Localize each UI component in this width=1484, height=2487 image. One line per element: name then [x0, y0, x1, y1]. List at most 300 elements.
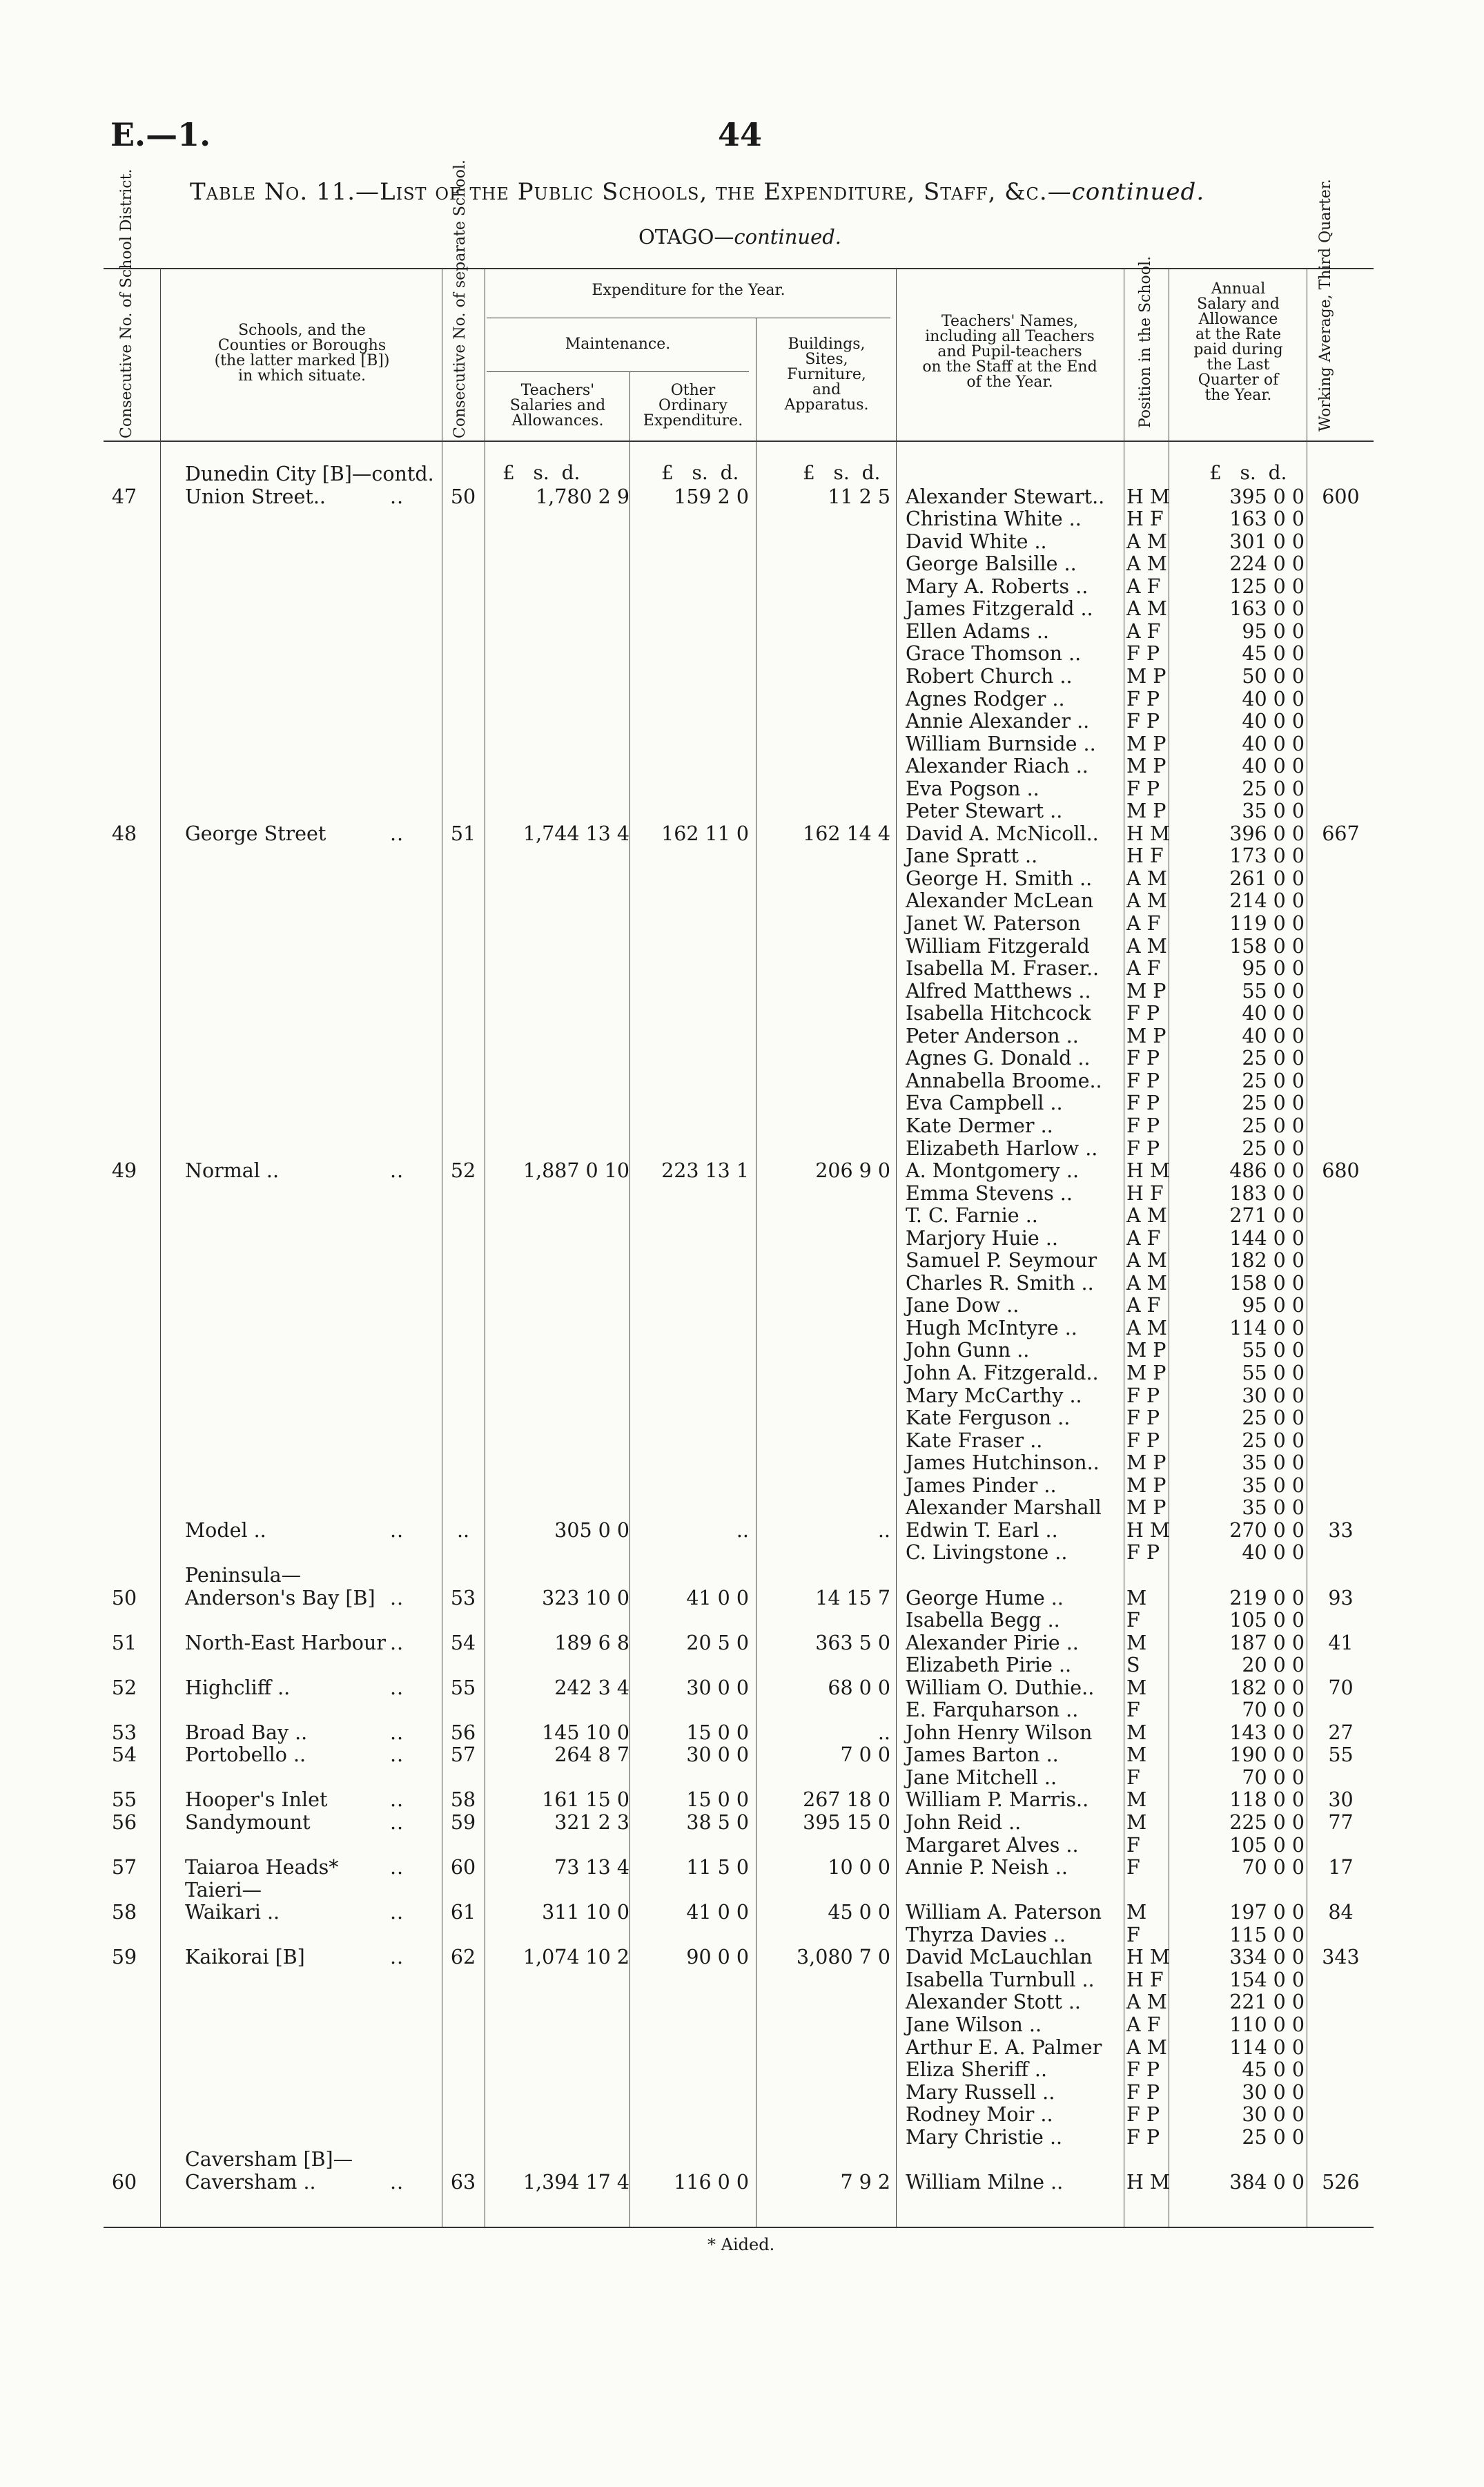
cell-name: Normal ..	[185, 1159, 280, 1183]
table-row	[0, 1991, 1484, 2013]
cell-bld: 162 14 4	[803, 822, 890, 845]
cell-pos: M P	[1126, 664, 1166, 688]
table-row	[0, 1856, 1484, 1879]
cell-name: George Street	[185, 822, 326, 845]
cell-name: Taiaroa Heads*	[185, 1856, 339, 1879]
cell-ann: 40 0 0	[1242, 1024, 1305, 1047]
cell-num: 53	[111, 1721, 137, 1744]
cell-sal: 1,074 10 2	[523, 1946, 629, 1969]
cell-ann: 25 0 0	[1242, 1114, 1305, 1137]
cell-oth: 38 5 0	[686, 1811, 749, 1834]
cell-ann: 25 0 0	[1242, 1092, 1305, 1115]
cell-ann: 158 0 0	[1229, 934, 1305, 958]
region-name: OTAGO—	[638, 225, 734, 249]
table-row	[0, 1204, 1484, 1227]
cell-teacher: Kate Fraser ..	[906, 1429, 1043, 1452]
cell-teacher: Eva Pogson ..	[906, 777, 1039, 800]
cell-pos: H F	[1126, 844, 1164, 868]
cell-pos: A F	[1126, 574, 1161, 598]
table-row	[0, 485, 1484, 508]
cell-bld: 267 18 0	[803, 1788, 890, 1812]
col-header-school: Schools, and the Counties or Boroughs (the latter marked [B]) in which situate.	[214, 322, 390, 385]
cell-teacher: David White ..	[906, 530, 1047, 553]
table-row	[0, 1182, 1484, 1205]
table-row	[0, 463, 1484, 485]
cell-ann: 40 0 0	[1242, 1002, 1305, 1025]
table-row	[0, 1317, 1484, 1339]
cell-pos: M	[1126, 1676, 1147, 1699]
cell-lead: ..	[390, 1518, 404, 1542]
cell-sch: 62	[450, 1946, 476, 1969]
cell-lead: ..	[390, 485, 404, 508]
cell-pos: A M	[1126, 867, 1167, 890]
table-row	[0, 552, 1484, 575]
cell-oth: ..	[736, 1518, 749, 1542]
cell-pos: F P	[1126, 1047, 1160, 1070]
cell-pos: H M	[1126, 1518, 1171, 1542]
cell-pos: M	[1126, 1743, 1147, 1767]
cell-name: Taieri—	[185, 1878, 262, 1901]
cell-ann: 30 0 0	[1242, 2103, 1305, 2127]
table-row	[0, 1721, 1484, 1744]
table-row	[0, 597, 1484, 620]
cell-teacher: Isabella Begg ..	[906, 1609, 1060, 1632]
cell-avg: 84	[1328, 1901, 1354, 1924]
cell-sal: 311 10 0	[542, 1901, 629, 1924]
cell-teacher: Jane Spratt ..	[906, 844, 1038, 868]
table-row	[0, 1766, 1484, 1789]
cell-teacher: Hugh McIntyre ..	[906, 1316, 1077, 1339]
cell-name: Union Street..	[185, 485, 326, 508]
cell-teacher: George Hume ..	[906, 1586, 1064, 1609]
table-row	[0, 1294, 1484, 1317]
table-row	[0, 957, 1484, 980]
col-header-maintenance: Maintenance.	[565, 336, 671, 353]
cell-pos: F P	[1126, 1384, 1160, 1407]
cell-pos: H F	[1126, 1968, 1164, 1991]
table-row	[0, 642, 1484, 665]
cell-teacher: Christina White ..	[906, 507, 1082, 531]
table-row	[0, 1451, 1484, 1474]
cell-sch: 51	[450, 822, 476, 845]
col-header-other: Other Ordinary Expenditure.	[643, 382, 743, 429]
cell-ann: 30 0 0	[1242, 2080, 1305, 2104]
cell-sal: 242 3 4	[554, 1676, 629, 1699]
cell-sal: 305 0 0	[554, 1518, 629, 1542]
cell-teacher: Mary McCarthy ..	[906, 1384, 1082, 1407]
cell-ann: 95 0 0	[1242, 957, 1305, 980]
cell-pos: F P	[1126, 777, 1160, 800]
cell-ann: 271 0 0	[1229, 1204, 1305, 1228]
cell-sch: 63	[450, 2170, 476, 2194]
cell-sch: 59	[450, 1811, 476, 1834]
cell-teacher: John Gunn ..	[906, 1339, 1030, 1362]
cell-pos: F	[1126, 1765, 1140, 1789]
table-row	[0, 1811, 1484, 1834]
table-row	[0, 777, 1484, 800]
cell-teacher: John Reid ..	[906, 1811, 1022, 1834]
cell-ann: 173 0 0	[1229, 844, 1305, 868]
cell-pos: M	[1126, 1811, 1147, 1834]
cell-bld: ..	[877, 1518, 890, 1542]
cell-ann: 25 0 0	[1242, 777, 1305, 800]
cell-ann: 20 0 0	[1242, 1654, 1305, 1677]
cell-ann: 395 0 0	[1229, 485, 1305, 508]
cell-ann: 110 0 0	[1229, 2013, 1305, 2036]
cell-pos: M P	[1126, 1473, 1166, 1497]
cell-ann: 270 0 0	[1229, 1518, 1305, 1542]
cell-teacher: Marjory Huie ..	[906, 1226, 1058, 1250]
cell-avg: 27	[1328, 1721, 1354, 1744]
cell-ann: 486 0 0	[1229, 1159, 1305, 1183]
table-row	[0, 980, 1484, 1003]
table-row	[0, 1362, 1484, 1384]
cell-teacher: William Milne ..	[906, 2170, 1064, 2194]
cell-num: 47	[111, 485, 137, 508]
cell-pos: A F	[1126, 912, 1161, 935]
cell-ann: 95 0 0	[1242, 1294, 1305, 1317]
cell-oth: 15 0 0	[686, 1721, 749, 1744]
cell-pos: A F	[1126, 1226, 1161, 1250]
cell-teacher: Eliza Sheriff ..	[906, 2058, 1048, 2082]
table-row	[0, 1047, 1484, 1070]
cell-pos: M P	[1126, 1024, 1166, 1047]
cell-pos: F	[1126, 1609, 1140, 1632]
table-row	[0, 575, 1484, 598]
cell-lead: ..	[390, 1676, 404, 1699]
cell-num: 55	[111, 1788, 137, 1812]
cell-teacher: Alfred Matthews ..	[906, 979, 1091, 1003]
table-row	[0, 1025, 1484, 1047]
cell-teacher: William Burnside ..	[906, 732, 1096, 755]
cell-sch: 58	[450, 1788, 476, 1812]
unit-label-other: £ s. d.	[661, 461, 739, 484]
cell-ann: 396 0 0	[1229, 822, 1305, 845]
cell-pos: H M	[1126, 822, 1171, 845]
table-title-prefix: Table No. 11.—	[190, 178, 380, 206]
table-row	[0, 1879, 1484, 1901]
cell-teacher: E. Farquharson ..	[906, 1699, 1079, 1722]
cell-pos: F P	[1126, 1406, 1160, 1430]
cell-bld: 45 0 0	[828, 1901, 890, 1924]
cell-ann: 40 0 0	[1242, 732, 1305, 755]
cell-teacher: Annabella Broome..	[906, 1069, 1102, 1092]
table-row	[0, 1946, 1484, 1968]
unit-label-salaries: £ s. d.	[502, 461, 580, 484]
table-row	[0, 1788, 1484, 1811]
cell-pos: M P	[1126, 800, 1166, 823]
cell-oth: 159 2 0	[674, 485, 749, 508]
cell-teacher: Alexander Riach ..	[906, 755, 1088, 778]
cell-ann: 224 0 0	[1229, 552, 1305, 576]
cell-ann: 70 0 0	[1242, 1699, 1305, 1722]
cell-teacher: Agnes G. Donald ..	[906, 1047, 1091, 1070]
cell-ann: 221 0 0	[1229, 1991, 1305, 2014]
cell-ann: 40 0 0	[1242, 687, 1305, 710]
cell-teacher: Thyrza Davies ..	[906, 1923, 1066, 1946]
cell-bld: 14 15 7	[815, 1586, 890, 1609]
cell-teacher: Mary Russell ..	[906, 2080, 1055, 2104]
cell-avg: 70	[1328, 1676, 1354, 1699]
cell-ann: 70 0 0	[1242, 1765, 1305, 1789]
cell-pos: A M	[1126, 2035, 1167, 2059]
cell-teacher: Robert Church ..	[906, 664, 1073, 688]
table-row	[0, 822, 1484, 845]
cell-ann: 143 0 0	[1229, 1721, 1305, 1744]
cell-ann: 40 0 0	[1242, 1541, 1305, 1565]
cell-teacher: Ellen Adams ..	[906, 619, 1049, 643]
cell-pos: S	[1126, 1654, 1140, 1677]
table-row	[0, 844, 1484, 867]
cell-teacher: Kate Ferguson ..	[906, 1406, 1071, 1430]
cell-sch: 53	[450, 1586, 476, 1609]
cell-teacher: James Hutchinson..	[906, 1451, 1100, 1475]
cell-teacher: Rodney Moir ..	[906, 2103, 1053, 2127]
table-row	[0, 1587, 1484, 1609]
table-row	[0, 1429, 1484, 1452]
cell-ann: 190 0 0	[1229, 1743, 1305, 1767]
cell-lead: ..	[390, 1946, 404, 1969]
cell-teacher: Alexander Stewart..	[906, 485, 1105, 508]
cell-pos: H M	[1126, 1946, 1171, 1969]
cell-ann: 183 0 0	[1229, 1181, 1305, 1205]
cell-avg: 667	[1322, 822, 1360, 845]
cell-ann: 105 0 0	[1229, 1609, 1305, 1632]
cell-pos: M	[1126, 1631, 1147, 1654]
table-row	[0, 1002, 1484, 1025]
cell-name: Portobello ..	[185, 1743, 306, 1767]
cell-ann: 35 0 0	[1242, 1451, 1305, 1475]
cell-name: Waikari ..	[185, 1901, 280, 1924]
cell-ann: 25 0 0	[1242, 1047, 1305, 1070]
cell-lead: ..	[390, 1159, 404, 1183]
cell-teacher: James Fitzgerald ..	[906, 597, 1093, 621]
cell-ann: 105 0 0	[1229, 1833, 1305, 1857]
cell-ann: 119 0 0	[1229, 912, 1305, 935]
cell-ann: 35 0 0	[1242, 1473, 1305, 1497]
table-row	[0, 1339, 1484, 1362]
table-row	[0, 912, 1484, 935]
cell-pos: F P	[1126, 687, 1160, 710]
table-row	[0, 1406, 1484, 1429]
cell-teacher: Janet W. Paterson	[906, 912, 1081, 935]
cell-lead: ..	[390, 2170, 404, 2194]
table-row	[0, 1924, 1484, 1946]
cell-oth: 41 0 0	[686, 1901, 749, 1924]
cell-ann: 25 0 0	[1242, 1069, 1305, 1092]
cell-pos: M P	[1126, 755, 1166, 778]
table-row	[0, 733, 1484, 755]
cell-pos: A M	[1126, 889, 1167, 913]
cell-pos: F P	[1126, 2125, 1160, 2149]
cell-ann: 334 0 0	[1229, 1946, 1305, 1969]
cell-name: Model ..	[185, 1518, 266, 1542]
cell-teacher: Jane Wilson ..	[906, 2013, 1042, 2036]
table-row	[0, 1092, 1484, 1114]
cell-teacher: Isabella Turnbull ..	[906, 1968, 1095, 1991]
cell-pos: F	[1126, 1923, 1140, 1946]
cell-bld: 68 0 0	[828, 1676, 890, 1699]
cell-ann: 219 0 0	[1229, 1586, 1305, 1609]
table-row	[0, 1474, 1484, 1497]
cell-ann: 25 0 0	[1242, 1406, 1305, 1430]
table-title-main: List of the Public Schools, the Expenditure, Staff, &c.	[380, 178, 1048, 206]
cell-ann: 225 0 0	[1229, 1811, 1305, 1834]
unit-label-buildings: £ s. d.	[803, 461, 881, 484]
cell-teacher: T. C. Farnie ..	[906, 1204, 1038, 1228]
cell-pos: H M	[1126, 1159, 1171, 1183]
cell-ann: 144 0 0	[1229, 1226, 1305, 1250]
cell-teacher: A. Montgomery ..	[906, 1159, 1080, 1183]
cell-ann: 30 0 0	[1242, 1384, 1305, 1407]
table-row	[0, 530, 1484, 553]
cell-pos: A F	[1126, 2013, 1161, 2036]
cell-ann: 35 0 0	[1242, 1496, 1305, 1520]
cell-teacher: Jane Mitchell ..	[906, 1765, 1057, 1789]
cell-pos: A M	[1126, 934, 1167, 958]
cell-teacher: Emma Stevens ..	[906, 1181, 1073, 1205]
cell-pos: F P	[1126, 1069, 1160, 1092]
cell-pos: F P	[1126, 1136, 1160, 1160]
cell-sal: 1,394 17 4	[523, 2170, 629, 2194]
table-row	[0, 2171, 1484, 2194]
cell-name: Peninsula—	[185, 1563, 302, 1587]
table-row	[0, 1227, 1484, 1250]
cell-oth: 41 0 0	[686, 1586, 749, 1609]
cell-teacher: Eva Campbell ..	[906, 1092, 1063, 1115]
cell-ann: 182 0 0	[1229, 1676, 1305, 1699]
cell-ann: 118 0 0	[1229, 1788, 1305, 1812]
cell-lead: ..	[390, 1586, 404, 1609]
table-row	[0, 2103, 1484, 2126]
cell-pos: H F	[1126, 507, 1164, 531]
cell-pos: M	[1126, 1901, 1147, 1924]
cell-teacher: David A. McNicoll..	[906, 822, 1099, 845]
cell-sal: 161 15 0	[542, 1788, 629, 1812]
col-header-buildings: Buildings, Sites, Furniture, and Apparatus.	[784, 336, 869, 414]
cell-sch: 55	[450, 1676, 476, 1699]
cell-ann: 115 0 0	[1229, 1923, 1305, 1946]
cell-teacher: Alexander Stott ..	[906, 1991, 1081, 2014]
col-header-school-no: Consecutive No. of separate School.	[451, 159, 469, 438]
cell-name: Kaikorai [B]	[185, 1946, 305, 1969]
cell-pos: F P	[1126, 710, 1160, 733]
cell-pos: H F	[1126, 1181, 1164, 1205]
cell-avg: 600	[1322, 485, 1360, 508]
col-header-annual: Annual Salary and Allowance at the Rate paid during the Last Quarter of the Year.	[1193, 280, 1283, 404]
region-suffix: continued.	[734, 225, 842, 249]
cell-ann: 40 0 0	[1242, 755, 1305, 778]
cell-teacher: William A. Paterson	[906, 1901, 1102, 1924]
cell-ann: 50 0 0	[1242, 664, 1305, 688]
cell-name: Anderson's Bay [B]	[185, 1586, 375, 1609]
cell-pos: F P	[1126, 2080, 1160, 2104]
table-row	[0, 1564, 1484, 1587]
cell-oth: 116 0 0	[674, 2170, 749, 2194]
table-row	[0, 688, 1484, 710]
cell-pos: M P	[1126, 1362, 1166, 1384]
cell-pos: F P	[1126, 1541, 1160, 1565]
cell-pos: A M	[1126, 1249, 1167, 1272]
cell-num: 49	[111, 1159, 137, 1183]
table-row	[0, 2148, 1484, 2171]
cell-pos: F P	[1126, 1092, 1160, 1115]
table-row	[0, 935, 1484, 958]
cell-pos: F	[1126, 1856, 1140, 1879]
cell-lead: ..	[390, 1631, 404, 1654]
cell-teacher: William O. Duthie..	[906, 1676, 1095, 1699]
table-row	[0, 1384, 1484, 1407]
cell-num: 57	[111, 1856, 137, 1879]
col-header-district-no: Consecutive No. of School District.	[118, 168, 135, 438]
table-row	[0, 665, 1484, 688]
cell-num: 48	[111, 822, 137, 845]
cell-teacher: Alexander Marshall	[906, 1496, 1102, 1520]
cell-pos: A M	[1126, 597, 1167, 621]
cell-sal: 145 10 0	[542, 1721, 629, 1744]
cell-teacher: George Balsille ..	[906, 552, 1077, 576]
cell-bld: 7 9 2	[840, 2170, 890, 2194]
cell-sch: 52	[450, 1159, 476, 1183]
cell-teacher: Edwin T. Earl ..	[906, 1518, 1058, 1542]
cell-sch: 50	[450, 485, 476, 508]
cell-avg: 30	[1328, 1788, 1354, 1812]
table-row	[0, 1901, 1484, 1924]
cell-teacher: John A. Fitzgerald..	[906, 1362, 1099, 1384]
table-row	[0, 2036, 1484, 2059]
cell-num: 56	[111, 1811, 137, 1834]
cell-ann: 187 0 0	[1229, 1631, 1305, 1654]
cell-name: Hooper's Inlet	[185, 1788, 328, 1812]
cell-sch: 56	[450, 1721, 476, 1744]
cell-oth: 162 11 0	[661, 822, 749, 845]
cell-teacher: James Barton ..	[906, 1743, 1059, 1767]
cell-teacher: Alexander McLean	[906, 889, 1094, 913]
cell-avg: 680	[1322, 1159, 1360, 1183]
cell-avg: 41	[1328, 1631, 1354, 1654]
cell-lead: ..	[390, 1788, 404, 1812]
cell-ann: 301 0 0	[1229, 530, 1305, 553]
cell-pos: F P	[1126, 1429, 1160, 1452]
cell-pos: F P	[1126, 2103, 1160, 2127]
table-row	[0, 1609, 1484, 1632]
cell-bld: 7 0 0	[840, 1743, 890, 1767]
cell-teacher: Mary Christie ..	[906, 2125, 1063, 2149]
table-row	[0, 710, 1484, 733]
table-row	[0, 800, 1484, 822]
cell-lead: ..	[390, 1743, 404, 1767]
table-row	[0, 620, 1484, 643]
cell-teacher: John Henry Wilson	[906, 1721, 1093, 1744]
cell-teacher: Isabella Hitchcock	[906, 1002, 1091, 1025]
table-row	[0, 1137, 1484, 1160]
cell-sal: 73 13 4	[554, 1856, 629, 1879]
cell-ann: 158 0 0	[1229, 1271, 1305, 1295]
cell-oth: 20 5 0	[686, 1631, 749, 1654]
cell-pos: A M	[1126, 552, 1167, 576]
table-row	[0, 1159, 1484, 1182]
cell-ann: 40 0 0	[1242, 710, 1305, 733]
cell-ann: 163 0 0	[1229, 597, 1305, 621]
cell-ann: 114 0 0	[1229, 1316, 1305, 1339]
cell-ann: 261 0 0	[1229, 867, 1305, 890]
cell-ann: 45 0 0	[1242, 2058, 1305, 2082]
col-header-position: Position in the School.	[1137, 255, 1154, 428]
cell-pos: H M	[1126, 485, 1171, 508]
cell-ann: 70 0 0	[1242, 1856, 1305, 1879]
cell-ann: 25 0 0	[1242, 1136, 1305, 1160]
cell-teacher: George H. Smith ..	[906, 867, 1093, 890]
